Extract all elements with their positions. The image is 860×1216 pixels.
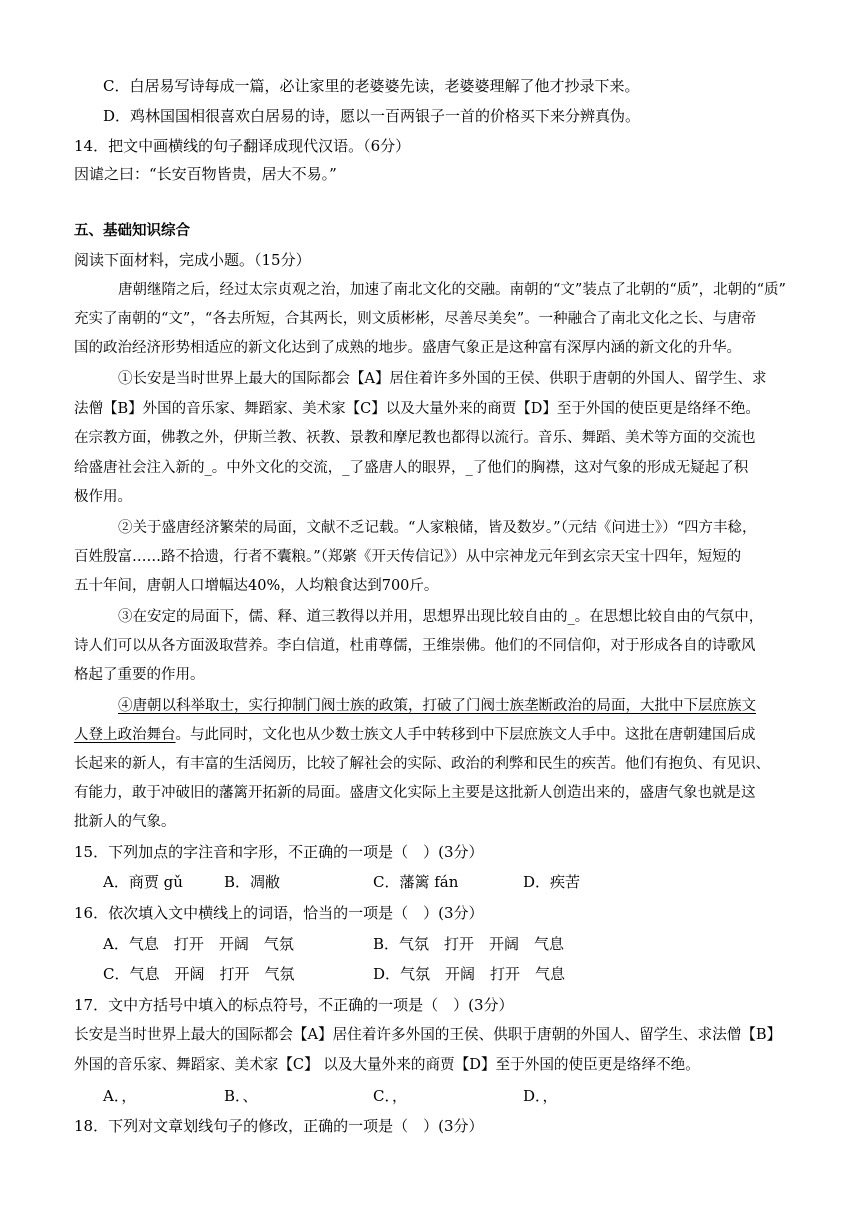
passage-line: ③在安定的局面下，儒、释、道三教得以并用，思想界出现比较自由的_。在思想比较自由的气氛中，	[118, 609, 764, 625]
q17-quote-line: 长安是当时世界上最大的国际都会【A】居住着许多外国的王侯、供职于唐朝的外国人、留学生、求法僧【B】	[74, 1026, 782, 1043]
q16-option-b: B．气氛 打开 开阔 气息	[373, 935, 565, 953]
q17-stem: 17．文中方括号中填入的标点符号，不正确的一项是（ ）(3分）	[74, 996, 514, 1014]
q13-option-c: C．白居易写诗每成一篇，必让家里的老婆婆先读，老婆婆理解了他才抄录下来。	[103, 77, 640, 95]
underlined-sentence: ④唐朝以科举取士，实行抑制门阀士族的政策，打破了门阀士族垄断政治的局面，大批中下层庶族文	[118, 698, 756, 714]
q17-option-c: C．，	[373, 1087, 407, 1105]
passage-line: 长起来的新人，有丰富的生活阅历，比较了解社会的实际、政治的利弊和民生的疾苦。他们有抱负、有见识、	[74, 756, 770, 772]
q16-stem: 16．依次填入文中横线上的词语，恰当的一项是（ ）(3分）	[74, 904, 484, 922]
passage-line: 格起了重要的作用。	[74, 667, 205, 683]
passage-line: 五十年间，唐朝人口增幅达40%，人均粮食达到700斤。	[74, 578, 439, 594]
q15-stem: 15．下列加点的字注音和字形，不正确的一项是（ ）(3分）	[74, 843, 484, 861]
section-instruction: 阅读下面材料，完成小题。（15分）	[74, 251, 311, 269]
q17-option-b: B．、	[224, 1087, 258, 1105]
q15-option-c: C．藩篱 fán	[373, 873, 459, 891]
q17-option-a: A．，	[103, 1087, 137, 1105]
passage-line: 诗人们可以从各方面汲取营养。李白信道，杜甫尊儒，王维崇佛。他们的不同信仰，对于形成各自的诗歌风	[74, 638, 756, 654]
q15-option-b: B．凋敝	[224, 873, 281, 891]
passage-line: ②关于盛唐经济繁荣的局面，文献不乏记载。“人家粮储，皆及数岁。”（元结《问进士》）“四方丰稔，	[118, 520, 757, 536]
passage-line: 充实了南朝的“文”，“各去所短，合其两长，则文质彬彬，尽善尽美矣”。一种融合了南北文化之长、与唐帝	[74, 311, 757, 327]
passage-line: 国的政治经济形势相适应的新文化达到了成熟的地步。盛唐气象正是这种富有深厚内涵的新文化的升华。	[74, 340, 741, 356]
underlined-sentence-end: 人登上政治舞台	[74, 727, 176, 743]
passage-line: 极作用。	[74, 489, 132, 505]
q18-stem: 18．下列对文章划线句子的修改，正确的一项是（ ）(3分）	[74, 1117, 484, 1135]
q16-option-d: D．气氛 开阔 打开 气息	[373, 965, 566, 983]
passage-line: 百姓殷富……路不拾遗，行者不囊粮。”（郑綮《开天传信记》）从中宗神龙元年到玄宗天宝十四年，短短的	[74, 549, 742, 565]
passage-line: 法僧【B】外国的音乐家、舞蹈家、美术家【C】以及大量外来的商贾【D】至于外国的使臣更是络绎不绝。	[74, 401, 760, 417]
passage-line-rest: 。与此同时，文化也从少数士族文人手中转移到中下层庶族文人手中。这批在唐朝建国后成	[175, 727, 756, 743]
passage-line: 有能力，敢于冲破旧的藩篱开拓新的局面。盛唐文化实际上主要是这批新人创造出来的，盛唐气象也就是这	[74, 785, 756, 801]
q16-option-a: A．气息 打开 开阔 气氛	[103, 935, 294, 953]
passage-line: 给盛唐社会注入新的_。中外文化的交流，_了盛唐人的眼界，_了他们的胸襟，这对气象的形成无疑起了积	[74, 460, 749, 476]
passage-line: ①长安是当时世界上最大的国际都会【A】居住着许多外国的王侯、供职于唐朝的外国人、留学生、求	[118, 371, 767, 387]
passage-line: 在宗教方面，佛教之外，伊斯兰教、祆教、景教和摩尼教也都得以流行。音乐、舞蹈、美术等方面的交流也	[74, 430, 756, 446]
passage-line	[74, 725, 756, 745]
passage-line: 唐朝继隋之后，经过太宗贞观之治，加速了南北文化的交融。南朝的“文”装点了北朝的“质”，北朝的“质”	[118, 282, 786, 298]
q15-option-d: D．疾苦	[523, 873, 581, 891]
q16-option-c: C．气息 开阔 打开 气氛	[103, 965, 295, 983]
q14-sentence: 因谑之曰：“长安百物皆贵，居大不易。”	[74, 165, 337, 183]
q14-stem: 14．把文中画横线的句子翻译成现代汉语。（6分）	[74, 137, 411, 155]
q13-option-d: D．鸡林国国相很喜欢白居易的诗，愿以一百两银子一首的价格买下来分辨真伪。	[103, 107, 641, 125]
passage-line: 批新人的气象。	[74, 814, 176, 830]
q15-option-a: A．商贾 gǔ	[103, 873, 183, 891]
q17-quote-line: 外国的音乐家、舞蹈家、美术家【C】 以及大量外来的商贾【D】至于外国的使臣更是络绎不绝。	[74, 1056, 700, 1073]
section-heading: 五、基础知识综合	[74, 223, 190, 239]
q17-option-d: D．，	[523, 1087, 558, 1105]
